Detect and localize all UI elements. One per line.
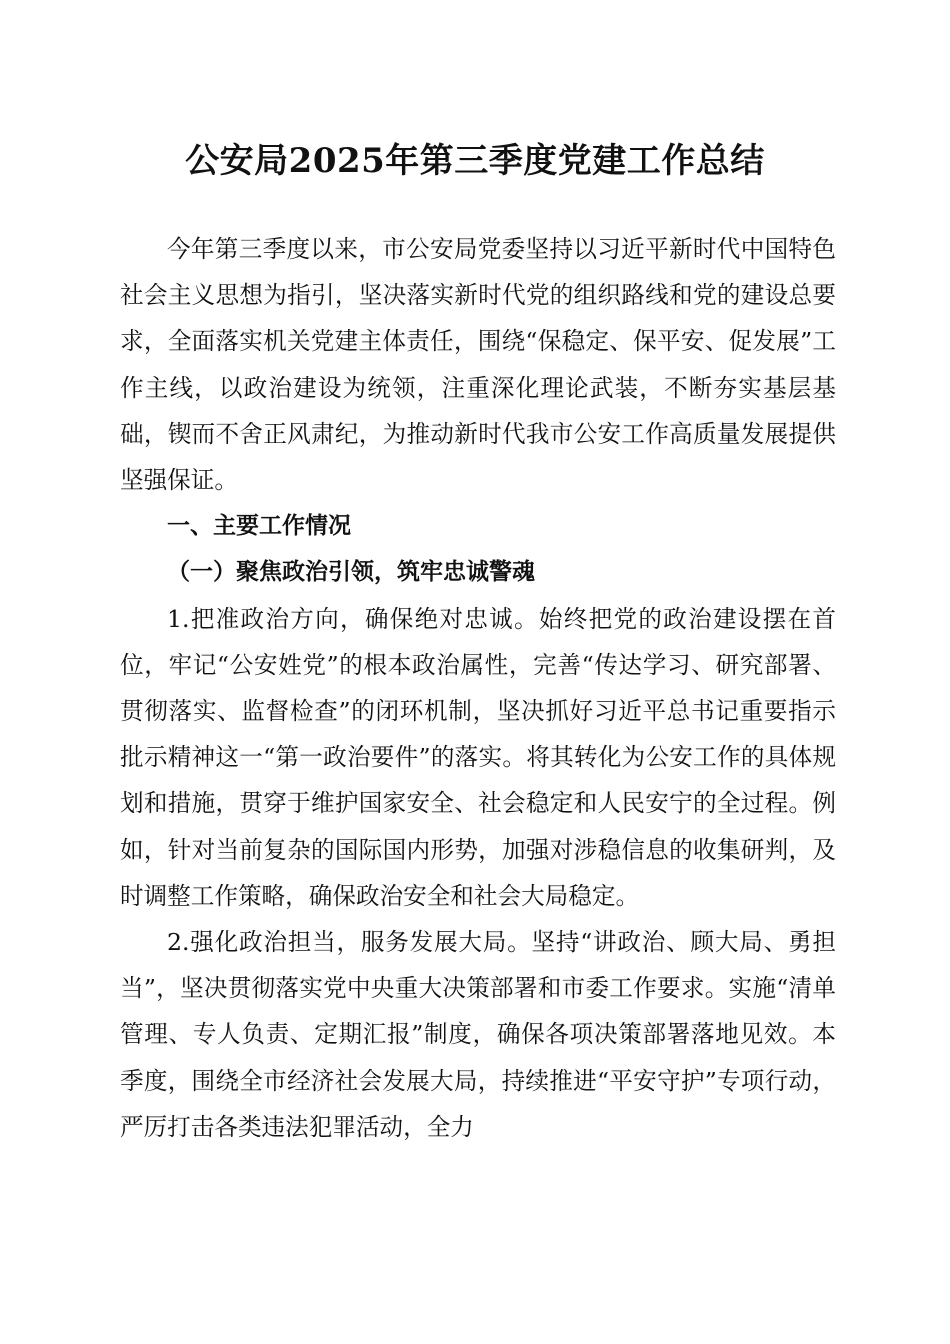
document-body — [120, 226, 836, 1150]
item-paragraph-1: 1.把准政治方向，确保绝对忠诚。始终把党的政治建设摆在首位，牢记“公安姓党”的根本政治属性，完善“传达学习、研究部署、贯彻落实、监督检查”的闭环机制，坚决抓好习近平总书记重要指示批示精神这一“第一政治要件”的落实。将其转化为公安工作的具体规划和措施，贯穿于维护国家安全、社会稳定和人民安宁的全过程。例如，针对当前复杂的国际国内形势，加强对涉稳信息的收集研判，及时调整工作策略，确保政治安全和社会大局稳定。 — [120, 604, 836, 910]
document-title: 公安局2025年第三季度党建工作总结 — [185, 141, 765, 181]
intro-paragraph: 今年第三季度以来，市公安局党委坚持以习近平新时代中国特色社会主义思想为指引，坚决落实新时代党的组织路线和党的建设总要求，全面落实机关党建主体责任，围绕“保稳定、保平安、促发展”工作主线，以政治建设为统领，注重深化理论武装，不断夯实基层基础，锲而不舍正风肃纪，为推动新时代我市公安工作高质量发展提供坚强保证。 — [120, 235, 836, 495]
subsection-heading: （一）聚焦政治引领，筑牢忠诚警魂 — [167, 558, 535, 586]
section-heading: 一、主要工作情况 — [167, 513, 351, 540]
item-paragraph-2: 2.强化政治担当，服务发展大局。坚持“讲政治、顾大局、勇担当”，坚决贯彻落实党中央重大决策部署和市委工作要求。实施“清单管理、专人负责、定期汇报”制度，确保各项决策部署落地见效。本季度，围绕全市经济社会发展大局，持续推进“平安守护”专项行动，严厉打击各类违法犯罪活动，全力 — [120, 928, 836, 1141]
